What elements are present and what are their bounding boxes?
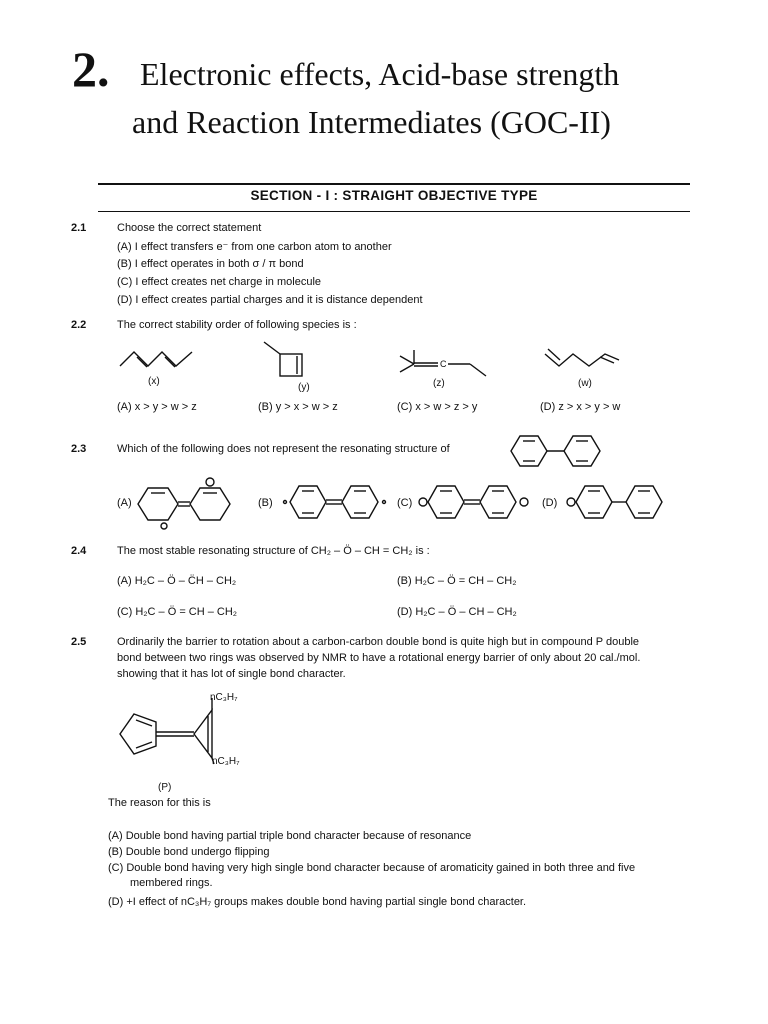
option-c-continued: membered rings. bbox=[130, 877, 213, 889]
option-a: (A) bbox=[117, 497, 132, 509]
option-b: (B) I effect operates in both σ / π bond bbox=[117, 258, 304, 270]
resonance-structure-d bbox=[566, 482, 664, 522]
chapter-number: 2. bbox=[72, 41, 110, 97]
question-text: The most stable resonating structure of CH₂ – Ö – CH = CH₂ is : bbox=[117, 545, 430, 557]
question-number: 2.2 bbox=[71, 319, 87, 331]
substituent-bottom: nC₃H₇ bbox=[212, 756, 240, 767]
option-c: (C) x > w > z > y bbox=[397, 401, 478, 413]
option-b: (B) H₂C – Ö = CH – CH₂ bbox=[397, 575, 517, 587]
option-d: (D) I effect creates partial charges and it is distance dependent bbox=[117, 294, 423, 306]
option-b: (B) Double bond undergo flipping bbox=[108, 846, 270, 858]
option-a: (A) Double bond having partial triple bond character because of resonance bbox=[108, 830, 472, 842]
svg-text:C: C bbox=[440, 359, 447, 369]
reason-text: The reason for this is bbox=[108, 797, 211, 809]
question-number: 2.3 bbox=[71, 443, 87, 455]
option-d: (D) z > x > y > w bbox=[540, 401, 621, 413]
option-a: (A) H₂C – Ö – C̈H – CH₂ bbox=[117, 575, 237, 587]
question-text-line1: Ordinarily the barrier to rotation about a carbon-carbon double bond is quite high but in compound P double bbox=[117, 636, 640, 648]
question-number: 2.1 bbox=[71, 222, 87, 234]
option-c: (C) H₂C – Ö = CH – CH₂ bbox=[117, 606, 238, 618]
structure-x bbox=[118, 346, 200, 372]
section-rule-top bbox=[98, 183, 690, 185]
question-text-line2: bond between two rings was observed by NMR to have a rotational energy barrier of only about 20 cal./mol. bbox=[117, 652, 641, 664]
question-text: The correct stability order of following species is : bbox=[117, 319, 357, 331]
option-d: (D) bbox=[542, 497, 558, 509]
question-text: Choose the correct statement bbox=[117, 222, 262, 234]
question-text: Which of the following does not represent the resonating structure of bbox=[117, 443, 450, 455]
label-x: (x) bbox=[148, 376, 160, 387]
structure-z bbox=[398, 346, 490, 378]
substituent-top: nC₃H₇ bbox=[210, 692, 238, 703]
chapter-title-line2: and Reaction Intermediates (GOC-II) bbox=[132, 104, 611, 140]
option-a: (A) x > y > w > z bbox=[117, 401, 197, 413]
resonance-structure-a bbox=[136, 478, 232, 530]
option-a: (A) I effect transfers e⁻ from one carbon atom to another bbox=[117, 241, 392, 253]
label-y: (y) bbox=[298, 382, 310, 393]
structure-w bbox=[543, 346, 625, 372]
biphenyl-structure bbox=[510, 434, 602, 468]
resonance-structure-b bbox=[282, 482, 388, 522]
resonance-structure-c bbox=[418, 482, 530, 522]
option-c: (C) I effect creates net charge in molecule bbox=[117, 276, 322, 288]
compound-p-structure bbox=[106, 690, 266, 780]
option-c: (C) bbox=[397, 497, 413, 509]
section-title: SECTION - I : STRAIGHT OBJECTIVE TYPE bbox=[250, 188, 538, 203]
option-c: (C) Double bond having very high single bond character because of aromaticity gained in both three and five bbox=[108, 862, 636, 874]
option-b: (B) bbox=[258, 497, 273, 509]
label-z: (z) bbox=[433, 378, 445, 389]
option-d: (D) H₂C – Ö – CH – CH₂ bbox=[397, 606, 517, 618]
question-text-line3: showing that it has lot of single bond character. bbox=[117, 668, 346, 680]
section-rule-bottom bbox=[98, 211, 690, 212]
option-d: (D) +I effect of nC₃H₇ groups makes double bond having partial single bond character. bbox=[108, 896, 527, 908]
option-b: (B) y > x > w > z bbox=[258, 401, 338, 413]
chapter-title-line1: Electronic effects, Acid-base strength bbox=[140, 56, 620, 92]
structure-y bbox=[262, 340, 332, 380]
question-number: 2.5 bbox=[71, 636, 87, 648]
question-number: 2.4 bbox=[71, 545, 87, 557]
label-w: (w) bbox=[578, 378, 592, 389]
compound-label: (P) bbox=[158, 782, 172, 793]
